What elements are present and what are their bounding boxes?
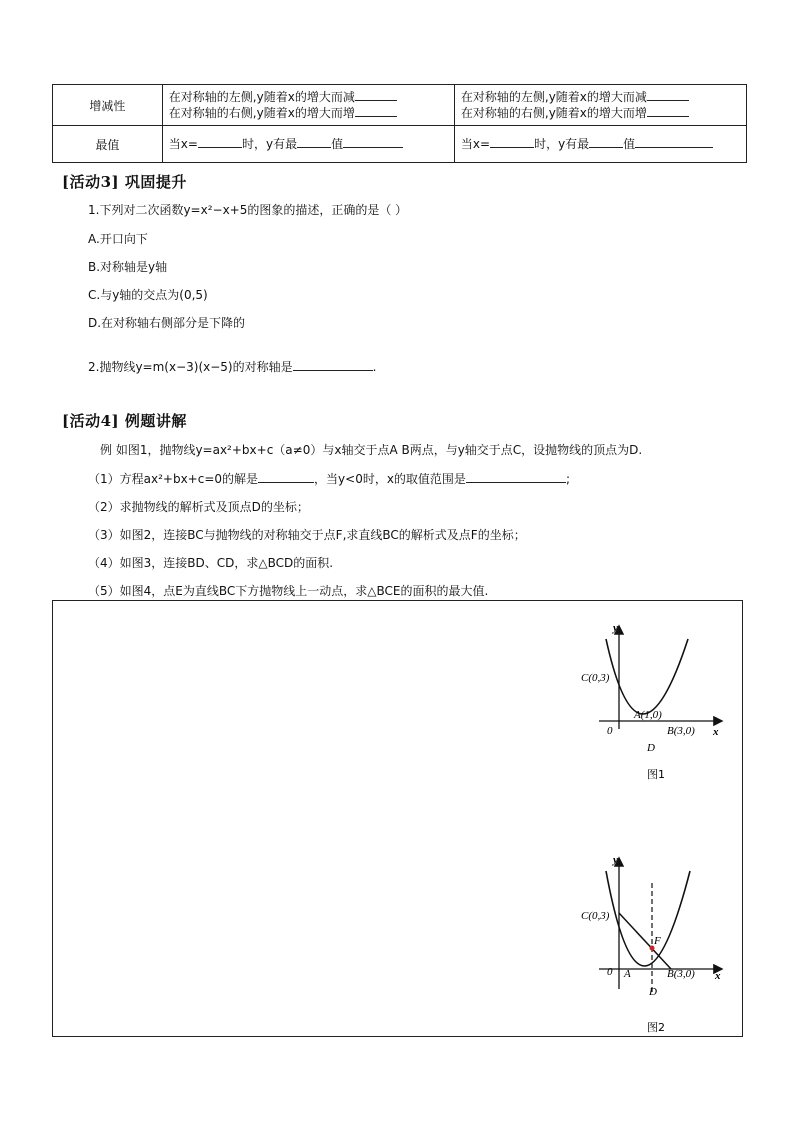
- fig2-line-bc: [619, 913, 671, 969]
- monotonicity-right-line1: 在对称轴的左侧,y随着x的增大而减: [460, 90, 647, 104]
- answer-blank[interactable]: [258, 471, 314, 483]
- question-1: 1.下列对二次函数y=x²−x+5的图象的描述，正确的是（ ）: [88, 203, 408, 217]
- answer-blank[interactable]: [635, 136, 713, 148]
- fig1-point-d: D: [647, 742, 655, 754]
- option-c[interactable]: C.与y轴的交点为(0,5): [88, 288, 208, 302]
- fig1-caption: 图1: [647, 768, 665, 781]
- answer-blank[interactable]: [647, 105, 689, 117]
- figure-2: [581, 854, 721, 1034]
- extremum-left-text-a: 当x=: [168, 137, 198, 151]
- answer-blank[interactable]: [293, 359, 373, 371]
- fig2-point-a: A: [624, 968, 631, 980]
- fig1-point-a: A(1,0): [634, 709, 662, 721]
- fig1-y-label: y: [613, 622, 618, 634]
- fig1-point-c: C(0,3): [581, 672, 610, 684]
- monotonicity-left-line2: 在对称轴的右侧,y随着x的增大而增: [168, 106, 355, 120]
- fig1-x-label: x: [713, 726, 719, 738]
- answer-blank[interactable]: [297, 136, 331, 148]
- answer-blank[interactable]: [198, 136, 242, 148]
- monotonicity-left-line1: 在对称轴的左侧,y随着x的增大而减: [168, 90, 355, 104]
- extremum-label: 最值: [53, 126, 163, 163]
- function-properties-table: [52, 84, 747, 163]
- figures-box: [52, 600, 743, 1037]
- question-2: [88, 358, 376, 375]
- answer-blank[interactable]: [589, 136, 623, 148]
- answer-blank[interactable]: [355, 105, 397, 117]
- part-5: （5）如图4，点E为直线BC下方抛物线上一动点，求△BCE的面积的最大值.: [88, 584, 489, 598]
- extremum-right-cell: [454, 126, 746, 163]
- option-a[interactable]: A.开口向下: [88, 232, 148, 246]
- extremum-left-cell: [162, 126, 454, 163]
- question-2-text: 2.抛物线y=m(x−3)(x−5)的对称轴是: [88, 360, 293, 374]
- option-d[interactable]: D.在对称轴右侧部分是下降的: [88, 316, 246, 330]
- fig2-origin: 0: [607, 966, 613, 978]
- extremum-left-text-c: 值: [331, 137, 344, 151]
- monotonicity-right-line2: 在对称轴的右侧,y随着x的增大而增: [460, 106, 647, 120]
- part-1-text-a: （1）方程ax²+bx+c=0的解是: [88, 472, 259, 486]
- example-intro: 例 如图1，抛物线y=ax²+bx+c（a≠0）与x轴交于点A B两点，与y轴交于点C，设抛物线的顶点为D.: [100, 443, 643, 457]
- extremum-row: [53, 126, 747, 163]
- answer-blank[interactable]: [466, 471, 566, 483]
- extremum-right-text-b: 时，y有最: [534, 137, 590, 151]
- part-3: （3）如图2，连接BC与抛物线的对称轴交于点F,求直线BC的解析式及点F的坐标；: [88, 528, 526, 542]
- part-4: （4）如图3，连接BD、CD，求△BCD的面积.: [88, 556, 334, 570]
- figures-svg: [53, 601, 744, 1038]
- fig2-point-c: C(0,3): [581, 910, 610, 922]
- part-1-text-b: ，当y<0时，x的取值范围是: [314, 472, 466, 486]
- fig2-point-b: B(3,0): [667, 968, 695, 980]
- part-1: [88, 470, 570, 487]
- monotonicity-left-cell: [162, 85, 454, 126]
- activity4-heading: [活动4] 例题讲解: [62, 412, 187, 430]
- option-b[interactable]: B.对称轴是y轴: [88, 260, 168, 274]
- extremum-left-text-b: 时，y有最: [241, 137, 298, 151]
- answer-blank[interactable]: [343, 136, 403, 148]
- fig2-x-label: x: [715, 970, 721, 982]
- fig2-point-d: D: [649, 986, 657, 998]
- fig1-parabola: [606, 639, 688, 714]
- extremum-right-text-c: 值: [623, 137, 636, 151]
- monotonicity-label: 增减性: [53, 85, 163, 126]
- answer-blank[interactable]: [490, 136, 534, 148]
- answer-blank[interactable]: [647, 89, 689, 101]
- figure-1: [581, 622, 721, 781]
- fig1-origin: 0: [607, 725, 613, 737]
- fig2-point-f: F: [654, 935, 661, 947]
- part-2: （2）求抛物线的解析式及顶点D的坐标；: [88, 500, 309, 514]
- fig2-y-label: y: [613, 854, 618, 866]
- monotonicity-row: [53, 85, 747, 126]
- monotonicity-right-cell: [454, 85, 746, 126]
- question-2-end: .: [372, 360, 377, 374]
- activity3-heading: [活动3] 巩固提升: [62, 173, 187, 191]
- fig1-point-b: B(3,0): [667, 725, 695, 737]
- fig2-caption: 图2: [647, 1021, 665, 1034]
- extremum-right-text-a: 当x=: [460, 137, 491, 151]
- part-1-text-c: ;: [565, 472, 570, 486]
- answer-blank[interactable]: [355, 89, 397, 101]
